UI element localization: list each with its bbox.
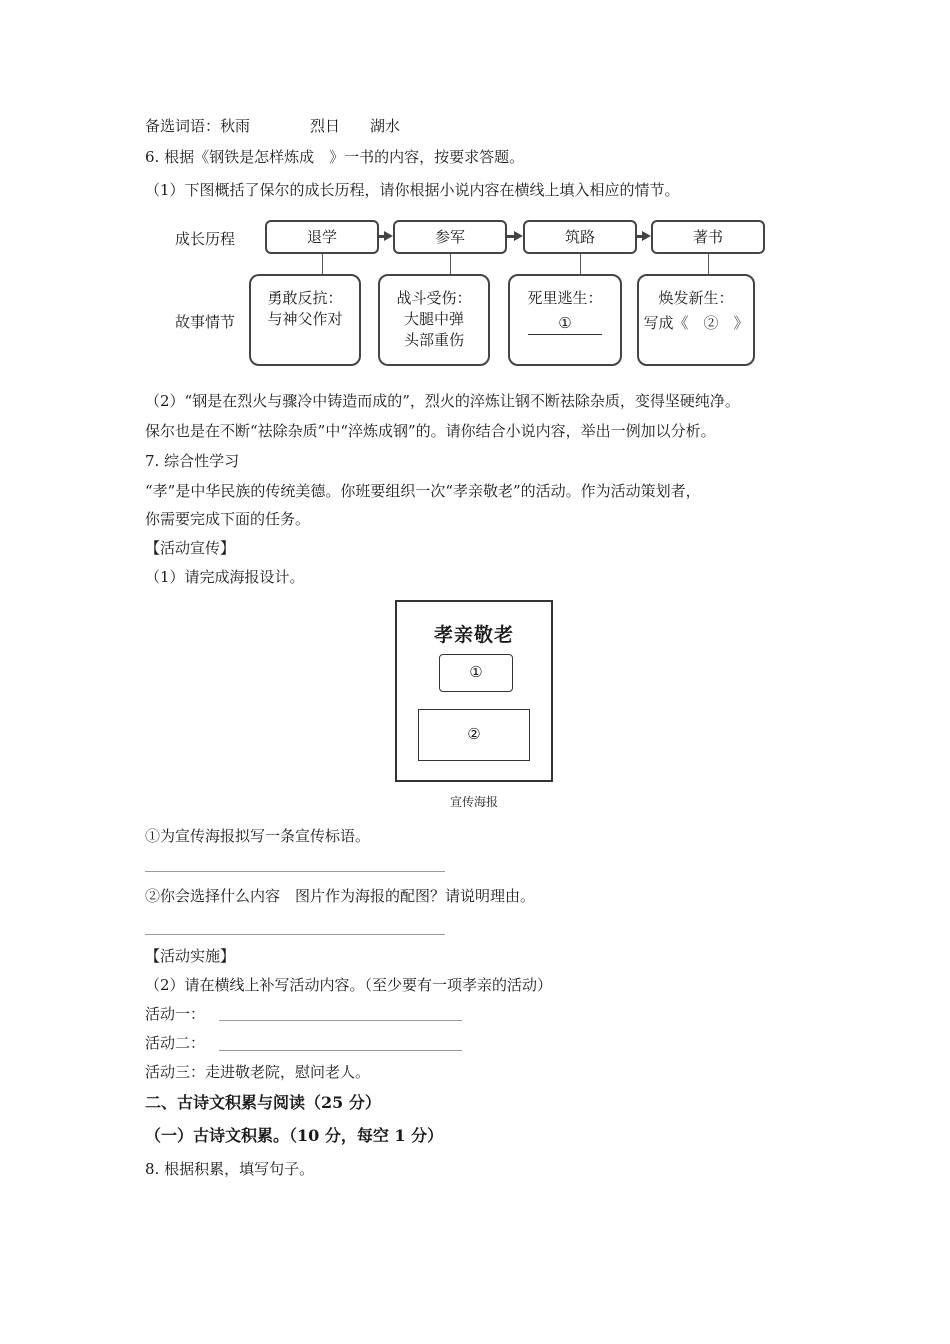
plot-1-line-2: 与神父作对 bbox=[267, 310, 343, 328]
word-choice-3: 湖水 bbox=[370, 117, 401, 135]
word-choices-line bbox=[145, 116, 400, 136]
plot-box-4 bbox=[637, 274, 755, 366]
word-choice-2: 烈日 bbox=[310, 117, 341, 135]
activity-3: 活动三：走进敬老院，慰问老人。 bbox=[145, 1063, 371, 1081]
poster-image-box: ② bbox=[418, 709, 530, 761]
poster-title: 孝亲敬老 bbox=[433, 624, 514, 646]
plot-box-1 bbox=[249, 274, 361, 366]
arrow-2 bbox=[507, 235, 515, 238]
stage-box-3: 筑路 bbox=[523, 220, 637, 254]
plot-2-line-2: 大腿中弹 bbox=[403, 310, 464, 328]
stage-box-1: 退学 bbox=[265, 220, 379, 254]
plot-3-line-1: 死里逃生： bbox=[527, 289, 603, 307]
plot-box-3 bbox=[508, 274, 622, 366]
question-6-2-b: 保尔也是在不断“祛除杂质”中“淬炼成钢”的。请你结合小说内容，举出一例加以分析。 bbox=[145, 422, 716, 440]
arrow-1 bbox=[379, 235, 385, 238]
question-8: 8. 根据积累，填写句子。 bbox=[145, 1160, 315, 1178]
poster-slogan-box: ① bbox=[439, 654, 513, 692]
question-7-intro-a: “孝”是中华民族的传统美德。你班要组织一次“孝亲敬老”的活动。作为活动策划者， bbox=[145, 482, 701, 500]
plot-box-2 bbox=[378, 274, 490, 366]
section-2-heading: 二、古诗文积累与阅读（25 分） bbox=[145, 1093, 381, 1112]
question-7-intro-b: 你需要完成下面的任务。 bbox=[145, 510, 311, 528]
activity-2-label: 活动二： bbox=[145, 1034, 206, 1052]
stage-box-4: 著书 bbox=[651, 220, 765, 254]
row-label-growth: 成长历程 bbox=[175, 230, 236, 248]
plot-4-line-1: 焕发新生： bbox=[658, 289, 734, 307]
question-7-2: （2）请在横线上补写活动内容。（至少要有一项孝亲的活动） bbox=[145, 976, 553, 994]
growth-flow-diagram bbox=[175, 208, 775, 376]
section-2-1-heading: （一）古诗文积累。（10 分，每空 1 分） bbox=[145, 1126, 444, 1145]
answer-line-1[interactable] bbox=[145, 871, 445, 872]
connector-1 bbox=[322, 254, 323, 274]
stage-box-2: 参军 bbox=[393, 220, 507, 254]
connector-3 bbox=[580, 254, 581, 274]
answer-line-2[interactable] bbox=[145, 934, 445, 935]
question-7-1: （1）请完成海报设计。 bbox=[145, 568, 305, 586]
sub-question-2: ②你会选择什么内容 图片作为海报的配图？请说明理由。 bbox=[145, 887, 536, 905]
question-7: 7. 综合性学习 bbox=[145, 452, 240, 470]
promo-header: 【活动宣传】 bbox=[145, 539, 236, 557]
row-label-plot: 故事情节 bbox=[175, 313, 236, 331]
plot-1-line-1: 勇敢反抗： bbox=[267, 289, 343, 307]
activity-1-line[interactable] bbox=[219, 1020, 462, 1021]
plot-4-blank: 写成《 ② 》 bbox=[643, 314, 749, 332]
activity-1-label: 活动一： bbox=[145, 1005, 206, 1023]
implementation-header: 【活动实施】 bbox=[145, 947, 236, 965]
question-6-1: （1）下图概括了保尔的成长历程，请你根据小说内容在横线上填入相应的情节。 bbox=[145, 181, 680, 199]
question-6: 6. 根据《钢铁是怎样炼成 》一书的内容，按要求答题。 bbox=[145, 148, 525, 166]
plot-2-line-1: 战斗受伤： bbox=[396, 289, 472, 307]
plot-2-line-3: 头部重伤 bbox=[403, 331, 464, 349]
word-choice-1: 备选词语：秋雨 bbox=[145, 117, 251, 135]
arrow-3 bbox=[637, 235, 643, 238]
plot-3-blank: ① bbox=[528, 313, 602, 335]
connector-2 bbox=[450, 254, 451, 274]
connector-4 bbox=[708, 254, 709, 274]
promo-poster bbox=[395, 600, 553, 782]
activity-2-line[interactable] bbox=[219, 1050, 462, 1051]
question-6-2-a: （2）“钢是在烈火与骤冷中铸造而成的”，烈火的淬炼让钢不断祛除杂质，变得坚硬纯净。 bbox=[145, 392, 740, 410]
poster-caption: 宣传海报 bbox=[449, 795, 498, 809]
sub-question-1: ①为宣传海报拟写一条宣传标语。 bbox=[145, 827, 371, 845]
